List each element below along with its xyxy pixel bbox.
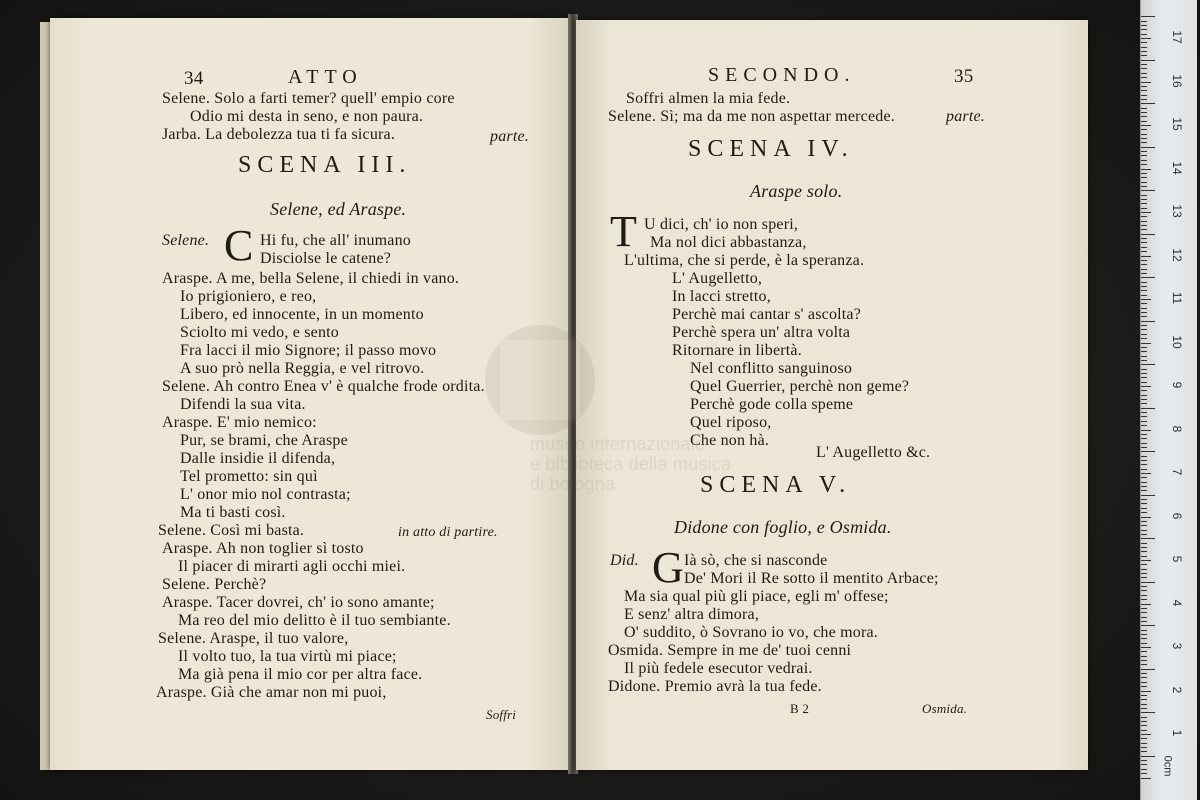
ruler-tick <box>1141 590 1147 591</box>
ruler-tick <box>1141 112 1147 113</box>
ruler-number: 15 <box>1170 117 1184 131</box>
ruler-tick <box>1141 708 1147 709</box>
text-line: Selene. Sì; ma da me non aspettar mercede. <box>608 108 895 125</box>
drop-capital: T <box>610 207 637 256</box>
aria-line: Quel Guerrier, perchè non geme? <box>690 378 910 395</box>
ruler-tick <box>1141 743 1147 744</box>
ruler-tick <box>1141 469 1147 470</box>
ruler-tick <box>1141 486 1147 487</box>
ruler-tick <box>1141 164 1147 165</box>
ruler-tick <box>1141 264 1147 265</box>
ruler-tick <box>1141 225 1147 226</box>
ruler-tick <box>1141 482 1147 483</box>
ruler-tick <box>1141 456 1147 457</box>
ruler-tick <box>1141 303 1147 304</box>
ruler-tick <box>1141 560 1151 561</box>
ruler-tick <box>1141 334 1147 335</box>
ruler-tick <box>1141 256 1151 257</box>
ruler-number: 10 <box>1170 334 1184 349</box>
ruler-tick <box>1141 660 1147 661</box>
ruler-tick <box>1141 208 1147 209</box>
ruler-tick <box>1141 242 1147 243</box>
ruler-tick <box>1141 756 1155 757</box>
page-number: 35 <box>954 66 974 87</box>
ruler-tick <box>1141 686 1147 687</box>
text-line: Il più fedele esecutor vedrai. <box>624 660 813 677</box>
watermark-text: e biblioteca della musica <box>530 454 732 474</box>
ruler-tick <box>1141 356 1147 357</box>
ruler-tick <box>1141 778 1151 779</box>
text-line: Jarba. La debolezza tua ti fa sicura. <box>162 126 396 143</box>
ruler-tick <box>1141 564 1147 565</box>
ruler-tick <box>1141 586 1147 587</box>
ruler-tick <box>1141 517 1151 518</box>
library-watermark <box>470 300 790 520</box>
ruler-tick <box>1141 538 1155 539</box>
text-line: Selene. Così mi basta. <box>158 522 305 539</box>
ruler-tick <box>1141 434 1147 435</box>
ruler-tick <box>1141 430 1151 431</box>
aria-line: Ma nol dici abbastanza, <box>650 234 807 251</box>
ruler-tick <box>1141 438 1147 439</box>
text-line: Araspe. E' mio nemico: <box>162 414 317 431</box>
measurement-ruler <box>1140 0 1197 800</box>
ruler-tick <box>1141 103 1155 104</box>
ruler-tick <box>1141 108 1147 109</box>
ruler-tick <box>1141 582 1155 583</box>
ruler-tick <box>1141 599 1147 600</box>
ruler-tick <box>1141 551 1147 552</box>
ruler-number: 12 <box>1170 247 1184 262</box>
running-head: ATTO <box>288 66 363 88</box>
ruler-tick <box>1141 147 1155 148</box>
ruler-tick <box>1141 738 1147 739</box>
ruler-tick <box>1141 534 1147 535</box>
ruler-tick <box>1141 547 1147 548</box>
ruler-tick <box>1141 704 1147 705</box>
stage-direction: in atto di partire. <box>398 525 498 540</box>
ruler-tick <box>1141 577 1147 578</box>
aria-line: Perchè mai cantar s' ascolta? <box>672 306 862 323</box>
ruler-tick <box>1141 68 1147 69</box>
text-line: Pur, se brami, che Araspe <box>180 432 348 449</box>
ruler-number: 4 <box>1170 599 1184 606</box>
ruler-tick <box>1141 221 1147 222</box>
ruler-tick <box>1141 34 1147 35</box>
ruler-tick <box>1141 669 1155 670</box>
ruler-tick <box>1141 503 1147 504</box>
text-line: Il volto tuo, la tua virtù mi piace; <box>178 648 397 665</box>
drop-capital: C <box>224 221 254 270</box>
ruler-number: 8 <box>1170 425 1184 432</box>
ruler-tick <box>1141 25 1147 26</box>
text-line: Soffri almen la mia fede. <box>626 90 791 107</box>
scene-title: SCENA IV. <box>688 136 854 162</box>
ruler-tick <box>1141 451 1155 452</box>
ruler-tick <box>1141 425 1147 426</box>
ruler-tick <box>1141 321 1155 322</box>
ruler-tick <box>1141 16 1155 17</box>
ruler-tick <box>1141 682 1147 683</box>
aria-line: L' Augelletto, <box>672 270 763 287</box>
ruler-tick <box>1141 169 1151 170</box>
stage-direction: parte. <box>946 108 985 125</box>
watermark-text: di bologna <box>530 474 616 494</box>
ruler-tick <box>1141 286 1147 287</box>
ruler-tick <box>1141 664 1147 665</box>
text-line: Disciolse le catene? <box>260 250 392 267</box>
ruler-tick <box>1141 203 1147 204</box>
ruler-tick <box>1141 138 1147 139</box>
text-line: L' onor mio nol contrasta; <box>180 486 351 503</box>
ruler-tick <box>1141 190 1155 191</box>
ruler-tick <box>1141 747 1147 748</box>
ruler-tick <box>1141 638 1147 639</box>
ruler-tick <box>1141 47 1147 48</box>
text-line: Araspe. Tacer dovrei, ch' io sono amante; <box>162 594 435 611</box>
text-line: Ma ti basti così. <box>180 504 286 521</box>
ruler-tick <box>1141 677 1147 678</box>
ruler-tick <box>1141 160 1147 161</box>
ruler-tick <box>1141 155 1147 156</box>
ruler-tick <box>1141 395 1147 396</box>
ruler-tick <box>1141 316 1147 317</box>
ruler-tick <box>1141 647 1151 648</box>
ruler-tick <box>1141 643 1147 644</box>
ruler-tick <box>1141 95 1147 96</box>
ruler-tick <box>1141 177 1147 178</box>
ruler-tick <box>1141 86 1147 87</box>
text-line: Fra lacci il mio Signore; il passo movo <box>180 342 437 359</box>
ruler-tick <box>1141 734 1151 735</box>
ruler-tick <box>1141 369 1147 370</box>
ruler-tick <box>1141 347 1147 348</box>
text-line: Selene. Solo a farti temer? quell' empio core <box>162 90 455 107</box>
ruler-tick <box>1141 386 1151 387</box>
ruler-tick <box>1141 142 1147 143</box>
ruler-tick <box>1141 760 1147 761</box>
ruler-unit-label: 0cm <box>1161 755 1174 777</box>
text-line: Ma reo del mio delitto è il tuo sembiante. <box>178 612 451 629</box>
ruler-tick <box>1141 290 1147 291</box>
ruler-tick <box>1141 699 1147 700</box>
text-line: Il piacer di mirarti agli occhi miei. <box>178 558 406 575</box>
ruler-tick <box>1141 473 1151 474</box>
ruler-tick <box>1141 251 1147 252</box>
ruler-number: 5 <box>1170 555 1184 563</box>
speaker-name: Selene. <box>162 232 210 249</box>
ruler-number: 13 <box>1170 204 1184 218</box>
ruler-tick <box>1141 464 1147 465</box>
text-line: Araspe. Già che amar non mi puoi, <box>156 684 387 701</box>
ruler-tick <box>1141 377 1147 378</box>
ruler-tick <box>1141 525 1147 526</box>
text-line: Selene. Ah contro Enea v' è qualche frode ordita. <box>162 378 485 395</box>
ruler-tick <box>1141 325 1147 326</box>
ruler-tick <box>1141 77 1147 78</box>
watermark-logo <box>470 300 790 520</box>
ruler-tick <box>1141 212 1151 213</box>
ruler-tick <box>1141 99 1147 100</box>
text-line: Sciolto mi vedo, e sento <box>180 324 340 341</box>
text-line: Araspe. A me, bella Selene, il chiedi in vano. <box>162 270 460 287</box>
ruler-tick <box>1141 651 1147 652</box>
ruler-tick <box>1141 604 1151 605</box>
signature-mark: B 2 <box>790 701 810 716</box>
ruler-tick <box>1141 151 1147 152</box>
text-line: Difendi la sua vita. <box>180 396 306 413</box>
ruler-tick <box>1141 38 1151 39</box>
text-line: Osmida. Sempre in me de' tuoi cenni <box>608 642 852 659</box>
text-line: De' Mori il Re sotto il mentito Arbace; <box>684 570 939 587</box>
ruler-number: 3 <box>1170 642 1184 650</box>
ruler-tick <box>1141 282 1147 283</box>
ruler-tick <box>1141 730 1147 731</box>
scene-cast: Selene, ed Araspe. <box>270 199 407 219</box>
ruler-tick <box>1141 712 1155 713</box>
ruler-tick <box>1141 42 1147 43</box>
ruler-tick <box>1141 60 1155 61</box>
aria-line: In lacci stretto, <box>672 288 771 305</box>
ruler-number: 16 <box>1170 73 1184 88</box>
ruler-tick <box>1141 295 1147 296</box>
ruler-tick <box>1141 186 1147 187</box>
ruler-tick <box>1141 630 1147 631</box>
catchword: Soffri <box>486 707 517 722</box>
ruler-tick <box>1141 656 1147 657</box>
ruler-tick <box>1141 247 1147 248</box>
text-line: Araspe. Ah non toglier sì tosto <box>162 540 364 557</box>
ruler-tick <box>1141 477 1147 478</box>
ruler-tick <box>1141 182 1147 183</box>
ruler-tick <box>1141 512 1147 513</box>
ruler-tick <box>1141 490 1147 491</box>
ruler-tick <box>1141 312 1147 313</box>
aria-line: Che non hà. <box>690 432 770 449</box>
ruler-tick <box>1141 390 1147 391</box>
ruler-tick <box>1141 403 1147 404</box>
ruler-tick <box>1141 116 1147 117</box>
ruler-tick <box>1141 21 1147 22</box>
ruler-tick <box>1141 569 1147 570</box>
ruler-tick <box>1141 595 1147 596</box>
ruler-tick <box>1141 360 1147 361</box>
ruler-tick <box>1141 273 1147 274</box>
ruler-number: 9 <box>1170 381 1184 389</box>
ruler-tick <box>1141 134 1147 135</box>
text-line: Ma sia qual più gli piace, egli m' offese; <box>624 588 889 605</box>
ruler-tick <box>1141 308 1147 309</box>
ruler-tick <box>1141 625 1155 626</box>
ruler-tick <box>1141 408 1155 409</box>
ruler-number: 6 <box>1170 512 1184 519</box>
ruler-tick <box>1141 399 1147 400</box>
ruler-number: 1 <box>1170 729 1184 737</box>
ruler-tick <box>1141 173 1147 174</box>
ruler-number: 14 <box>1170 160 1184 175</box>
ruler-tick <box>1141 447 1147 448</box>
ruler-tick <box>1141 373 1147 374</box>
ruler-number: 11 <box>1170 291 1184 305</box>
text-line: Selene. Araspe, il tuo valore, <box>158 630 349 647</box>
ruler-tick <box>1141 573 1147 574</box>
ruler-tick <box>1141 508 1147 509</box>
ruler-tick <box>1141 55 1147 56</box>
ruler-tick <box>1141 64 1147 65</box>
ruler-tick <box>1141 621 1147 622</box>
stage-direction: parte. <box>490 128 529 145</box>
page-number: 34 <box>184 68 204 89</box>
text-line: Tel prometto: sin quì <box>180 468 318 485</box>
aria-line: U dici, ch' io non speri, <box>644 216 799 233</box>
ruler-tick <box>1141 717 1147 718</box>
running-head: SECONDO. <box>708 64 856 86</box>
ruler-tick <box>1141 691 1151 692</box>
ruler-tick <box>1141 216 1147 217</box>
ruler-tick <box>1141 412 1147 413</box>
ruler-tick <box>1141 725 1147 726</box>
ruler-tick <box>1141 460 1147 461</box>
ruler-tick <box>1141 238 1147 239</box>
scene-cast: Didone con foglio, e Osmida. <box>674 517 892 537</box>
text-line: Didone. Premio avrà la tua fede. <box>608 678 822 695</box>
ruler-tick <box>1141 29 1147 30</box>
ruler-tick <box>1141 764 1147 765</box>
ruler-tick <box>1141 612 1147 613</box>
ruler-tick <box>1141 364 1155 365</box>
text-line: Dalle insidie il difenda, <box>180 450 336 467</box>
text-line: A suo prò nella Reggia, e vel ritrovo. <box>180 360 425 377</box>
text-line: Ià sò, che si nasconde <box>684 552 828 569</box>
ruler-tick <box>1141 195 1147 196</box>
ruler-tick <box>1141 416 1147 417</box>
ruler-tick <box>1141 299 1151 300</box>
scene-title: SCENA III. <box>238 152 412 178</box>
scene-title: SCENA V. <box>700 472 852 498</box>
speaker-name: Did. <box>610 552 639 569</box>
ruler-tick <box>1141 495 1155 496</box>
text-line: Ma già pena il mio cor per altra face. <box>178 666 423 683</box>
ruler-tick <box>1141 521 1147 522</box>
text-line: Libero, ed innocente, in un momento <box>180 306 424 323</box>
ruler-tick <box>1141 769 1147 770</box>
ruler-tick <box>1141 556 1147 557</box>
aria-line: Quel riposo, <box>690 414 772 431</box>
text-line: Selene. Perchè? <box>162 576 267 593</box>
aria-repeat: L' Augelletto &c. <box>816 444 931 461</box>
ruler-tick <box>1141 543 1147 544</box>
text-line: O' suddito, ò Sovrano io vo, che mora. <box>624 624 879 641</box>
ruler-tick <box>1141 229 1147 230</box>
ruler-tick <box>1141 634 1147 635</box>
text-line: Io prigioniero, e reo, <box>180 288 317 305</box>
ruler-tick <box>1141 443 1147 444</box>
ruler-tick <box>1141 499 1147 500</box>
ruler-tick <box>1141 721 1147 722</box>
ruler-tick <box>1141 234 1155 235</box>
ruler-tick <box>1141 351 1147 352</box>
ruler-tick <box>1141 199 1147 200</box>
ruler-tick <box>1141 125 1151 126</box>
ruler-tick <box>1141 751 1147 752</box>
ruler-tick <box>1141 673 1147 674</box>
ruler-tick <box>1141 773 1147 774</box>
ruler-tick <box>1141 530 1147 531</box>
ruler-tick <box>1141 121 1147 122</box>
text-line: Odio mi desta in seno, e non paura. <box>190 108 424 125</box>
aria-line: Nel conflitto sanguinoso <box>690 360 853 377</box>
text-line: Hi fu, che all' inumano <box>260 232 411 249</box>
ruler-tick <box>1141 73 1147 74</box>
ruler-tick <box>1141 695 1147 696</box>
ruler-tick <box>1141 277 1155 278</box>
ruler-number: 2 <box>1170 686 1184 693</box>
aria-line: Perchè gode colla speme <box>690 396 854 413</box>
ruler-tick <box>1141 90 1147 91</box>
ruler-tick <box>1141 51 1147 52</box>
ruler-tick <box>1141 260 1147 261</box>
ruler-tick <box>1141 343 1151 344</box>
ruler-tick <box>1141 129 1147 130</box>
watermark-text: museo internazionale <box>530 434 706 454</box>
ruler-tick <box>1141 382 1147 383</box>
ruler-tick <box>1141 421 1147 422</box>
ruler-tick <box>1141 329 1147 330</box>
ruler-number: 7 <box>1170 468 1184 476</box>
text-line: E senz' altra dimora, <box>624 606 760 623</box>
ruler-tick <box>1141 617 1147 618</box>
catchword: Osmida. <box>922 701 968 716</box>
scene-cast: Araspe solo. <box>750 181 843 201</box>
aria-line: Ritornare in libertà. <box>672 342 802 359</box>
aria-line: L'ultima, che si perde, è la speranza. <box>624 252 865 269</box>
ruler-tick <box>1141 608 1147 609</box>
ruler-number: 17 <box>1170 30 1184 44</box>
drop-capital: G <box>652 543 684 592</box>
ruler-tick <box>1141 82 1151 83</box>
aria-line: Perchè spera un' altra volta <box>672 324 851 341</box>
ruler-tick <box>1141 338 1147 339</box>
ruler-tick <box>1141 269 1147 270</box>
